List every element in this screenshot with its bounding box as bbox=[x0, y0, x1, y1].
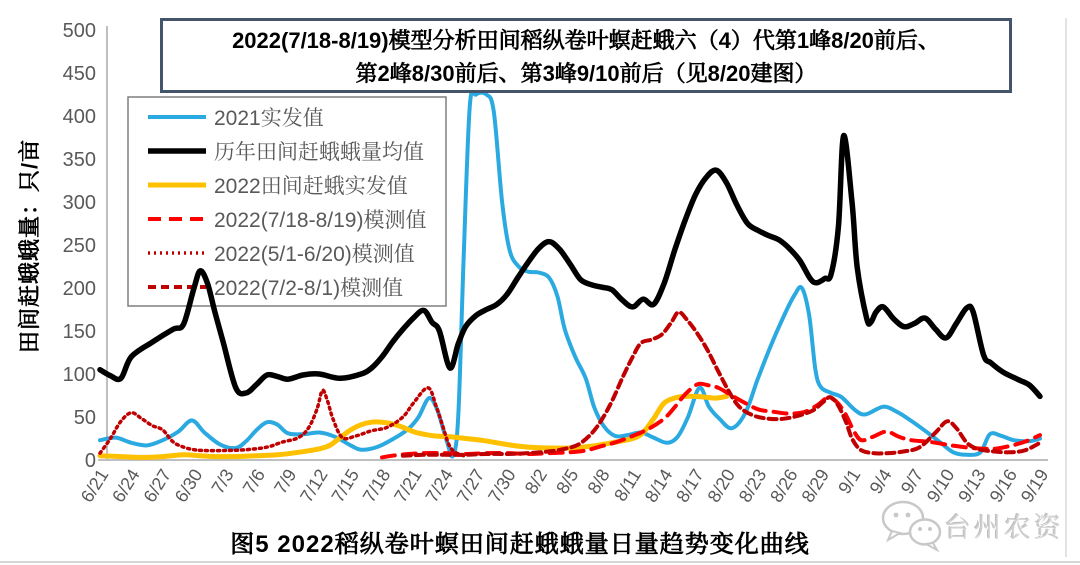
y-tick-label: 450 bbox=[62, 63, 96, 85]
x-tick-label: 8/2 bbox=[520, 465, 552, 498]
y-axis-title: 田间赶蛾蛾量：只/亩 bbox=[17, 138, 42, 354]
y-tick-label: 0 bbox=[84, 450, 96, 472]
chart-title-line2: 第2峰8/30前后、第3峰9/10前后（见8/20建图） bbox=[355, 61, 817, 86]
x-tick-label: 7/12 bbox=[296, 465, 332, 506]
y-tick-label: 50 bbox=[73, 407, 96, 429]
x-tick-label: 8/11 bbox=[610, 465, 646, 505]
x-tick-label: 9/4 bbox=[865, 465, 896, 498]
y-tick-label: 400 bbox=[62, 106, 96, 128]
x-tick-label: 9/16 bbox=[985, 465, 1022, 506]
series-line-6 bbox=[403, 312, 1040, 456]
legend-label: 2022田间赶蛾实发值 bbox=[214, 175, 408, 198]
x-tick-label: 8/26 bbox=[766, 465, 802, 506]
x-tick-label: 7/18 bbox=[358, 465, 395, 506]
x-tick-label: 8/14 bbox=[640, 465, 677, 506]
x-tick-label: 8/23 bbox=[734, 465, 771, 506]
x-tick-label: 7/3 bbox=[207, 465, 238, 498]
x-tick-label: 9/19 bbox=[1016, 465, 1053, 506]
x-tick-label: 7/15 bbox=[327, 465, 364, 506]
watermark bbox=[878, 495, 1078, 555]
legend-label: 2022(7/18-8/19)模测值 bbox=[214, 209, 427, 232]
chart-title-box bbox=[160, 18, 1012, 93]
x-tick-label: 6/21 bbox=[76, 465, 113, 506]
x-tick-label: 9/13 bbox=[954, 465, 990, 506]
x-tick-label: 7/9 bbox=[270, 465, 301, 498]
chart-title-line1: 2022(7/18-8/19)模型分析田间稻纵卷叶螟赶蛾六（4）代第1峰8/20前后、 bbox=[232, 28, 940, 53]
x-tick-label: 6/24 bbox=[108, 465, 144, 506]
x-tick-label: 7/24 bbox=[421, 465, 458, 506]
legend-label: 2022(7/2-8/1)模测值 bbox=[214, 277, 404, 300]
x-tick-label: 9/10 bbox=[922, 465, 959, 506]
x-tick-label: 6/27 bbox=[139, 465, 176, 506]
x-tick-label: 8/29 bbox=[797, 465, 834, 506]
x-tick-label: 7/27 bbox=[452, 465, 489, 506]
x-tick-label: 7/30 bbox=[484, 465, 520, 506]
y-tick-label: 150 bbox=[62, 321, 96, 343]
figure-caption: 图5 2022稻纵卷叶螟田间赶蛾蛾量日量趋势变化曲线 bbox=[230, 531, 810, 558]
y-tick-label: 500 bbox=[62, 20, 96, 42]
y-tick-label: 200 bbox=[62, 278, 96, 300]
x-tick-label: 8/8 bbox=[583, 465, 614, 498]
x-tick-label: 9/7 bbox=[896, 465, 928, 498]
y-tick-label: 300 bbox=[62, 192, 96, 214]
legend-label: 2021实发值 bbox=[214, 107, 324, 130]
x-tick-label: 7/6 bbox=[238, 465, 270, 498]
series-line-4 bbox=[382, 384, 1040, 458]
x-tick-label: 7/21 bbox=[390, 465, 426, 506]
legend-label: 2022(5/1-6/20)模测值 bbox=[214, 243, 415, 266]
y-tick-label: 100 bbox=[62, 364, 96, 386]
y-tick-label: 250 bbox=[62, 235, 96, 257]
watermark-text: 台州农资 bbox=[944, 512, 1064, 543]
x-tick-label: 6/30 bbox=[170, 465, 207, 506]
x-tick-label: 8/5 bbox=[552, 465, 583, 498]
y-tick-label: 350 bbox=[62, 149, 96, 171]
legend-label: 历年田间赶蛾蛾量均值 bbox=[214, 141, 424, 164]
x-tick-label: 8/20 bbox=[703, 465, 740, 506]
wechat-icon bbox=[878, 498, 944, 552]
x-tick-label: 8/17 bbox=[672, 465, 708, 506]
x-tick-label: 9/1 bbox=[834, 465, 865, 498]
